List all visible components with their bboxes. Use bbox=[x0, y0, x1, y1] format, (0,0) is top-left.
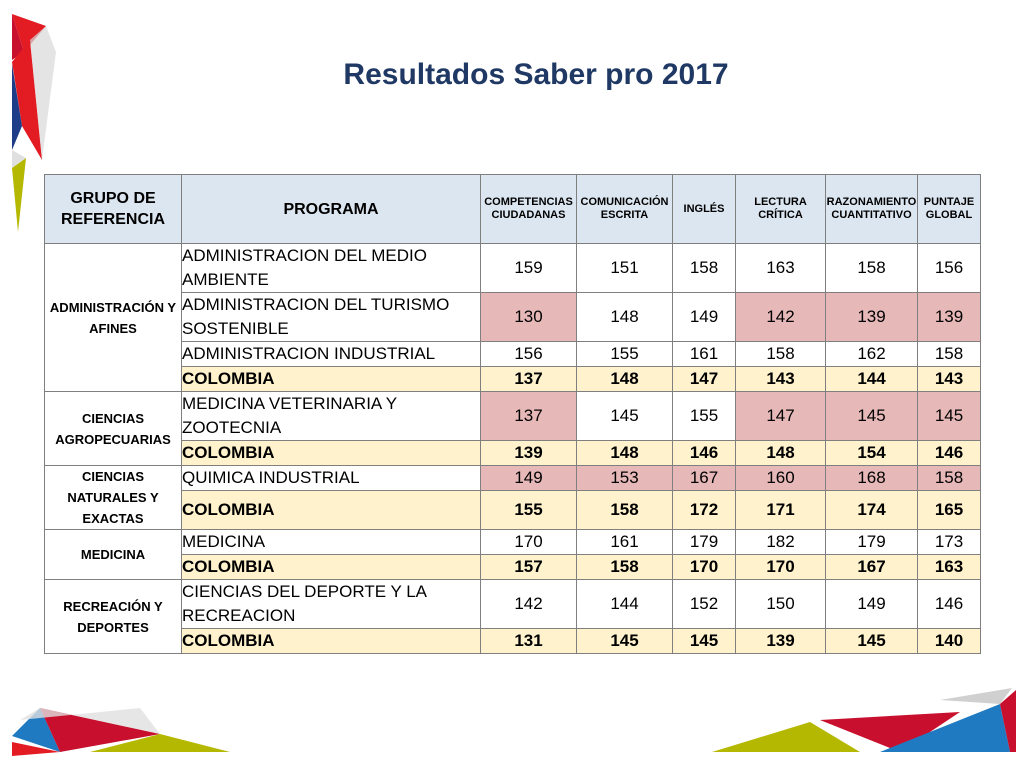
score-cell: 163 bbox=[736, 244, 826, 293]
score-cell: 143 bbox=[736, 367, 826, 392]
group-cell: CIENCIAS AGROPECUARIAS bbox=[45, 392, 182, 466]
score-cell: 142 bbox=[481, 580, 577, 629]
table-row bbox=[45, 530, 981, 555]
results-table bbox=[44, 174, 981, 654]
score-cell: 156 bbox=[481, 342, 577, 367]
score-cell: 155 bbox=[481, 491, 577, 530]
score-cell: 173 bbox=[918, 530, 981, 555]
score-cell: 139 bbox=[736, 629, 826, 654]
score-cell: 160 bbox=[736, 466, 826, 491]
header-razonamiento: RAZONAMIENTO CUANTITATIVO bbox=[826, 175, 918, 244]
score-cell: 137 bbox=[481, 367, 577, 392]
score-cell: 151 bbox=[577, 244, 673, 293]
score-cell: 156 bbox=[918, 244, 981, 293]
score-cell: 147 bbox=[673, 367, 736, 392]
table-row bbox=[45, 244, 981, 293]
score-cell: 167 bbox=[673, 466, 736, 491]
header-lectura: LECTURA CRÍTICA bbox=[736, 175, 826, 244]
score-cell: 139 bbox=[481, 441, 577, 466]
score-cell: 158 bbox=[918, 342, 981, 367]
score-cell: 150 bbox=[736, 580, 826, 629]
score-cell: 139 bbox=[918, 293, 981, 342]
score-cell: 146 bbox=[918, 441, 981, 466]
programa-cell: MEDICINA bbox=[182, 530, 481, 555]
score-cell: 163 bbox=[918, 555, 981, 580]
table-row bbox=[45, 293, 981, 342]
group-cell: ADMINISTRACIÓN Y AFINES bbox=[45, 244, 182, 392]
header-puntaje: PUNTAJE GLOBAL bbox=[918, 175, 981, 244]
colombia-row bbox=[45, 555, 981, 580]
score-cell: 147 bbox=[736, 392, 826, 441]
programa-cell: COLOMBIA bbox=[182, 367, 481, 392]
programa-cell: ADMINISTRACION INDUSTRIAL bbox=[182, 342, 481, 367]
score-cell: 148 bbox=[577, 293, 673, 342]
programa-cell: COLOMBIA bbox=[182, 441, 481, 466]
score-cell: 146 bbox=[918, 580, 981, 629]
score-cell: 158 bbox=[577, 555, 673, 580]
score-cell: 165 bbox=[918, 491, 981, 530]
score-cell: 152 bbox=[673, 580, 736, 629]
table-row bbox=[45, 580, 981, 629]
results-body bbox=[45, 244, 981, 654]
score-cell: 158 bbox=[736, 342, 826, 367]
colombia-row bbox=[45, 367, 981, 392]
score-cell: 161 bbox=[673, 342, 736, 367]
header-competencias: COMPETENCIAS CIUDADANAS bbox=[481, 175, 577, 244]
group-cell: RECREACIÓN Y DEPORTES bbox=[45, 580, 182, 654]
programa-cell: ADMINISTRACION DEL TURISMO SOSTENIBLE bbox=[182, 293, 481, 342]
table-row bbox=[45, 392, 981, 441]
score-cell: 137 bbox=[481, 392, 577, 441]
table-row bbox=[45, 466, 981, 491]
score-cell: 167 bbox=[826, 555, 918, 580]
score-cell: 148 bbox=[736, 441, 826, 466]
programa-cell: ADMINISTRACION DEL MEDIO AMBIENTE bbox=[182, 244, 481, 293]
score-cell: 179 bbox=[826, 530, 918, 555]
score-cell: 159 bbox=[481, 244, 577, 293]
score-cell: 131 bbox=[481, 629, 577, 654]
score-cell: 149 bbox=[481, 466, 577, 491]
header-comunicacion: COMUNICACIÓN ESCRITA bbox=[577, 175, 673, 244]
score-cell: 148 bbox=[577, 441, 673, 466]
score-cell: 171 bbox=[736, 491, 826, 530]
group-cell: CIENCIAS NATURALES Y EXACTAS bbox=[45, 466, 182, 530]
programa-cell: MEDICINA VETERINARIA Y ZOOTECNIA bbox=[182, 392, 481, 441]
programa-cell: QUIMICA INDUSTRIAL bbox=[182, 466, 481, 491]
colombia-row bbox=[45, 491, 981, 530]
score-cell: 148 bbox=[577, 367, 673, 392]
score-cell: 149 bbox=[826, 580, 918, 629]
score-cell: 161 bbox=[577, 530, 673, 555]
colombia-row bbox=[45, 629, 981, 654]
score-cell: 170 bbox=[673, 555, 736, 580]
programa-cell: CIENCIAS DEL DEPORTE Y LA RECREACION bbox=[182, 580, 481, 629]
page-title: Resultados Saber pro 2017 bbox=[343, 58, 729, 91]
score-cell: 154 bbox=[826, 441, 918, 466]
header-ingles: INGLÉS bbox=[673, 175, 736, 244]
score-cell: 145 bbox=[673, 629, 736, 654]
programa-cell: COLOMBIA bbox=[182, 491, 481, 530]
score-cell: 139 bbox=[826, 293, 918, 342]
score-cell: 179 bbox=[673, 530, 736, 555]
programa-cell: COLOMBIA bbox=[182, 629, 481, 654]
score-cell: 143 bbox=[918, 367, 981, 392]
header-row bbox=[45, 175, 981, 244]
table-row bbox=[45, 342, 981, 367]
score-cell: 153 bbox=[577, 466, 673, 491]
score-cell: 145 bbox=[826, 629, 918, 654]
score-cell: 146 bbox=[673, 441, 736, 466]
colombia-row bbox=[45, 441, 981, 466]
score-cell: 145 bbox=[577, 392, 673, 441]
header-programa: PROGRAMA bbox=[182, 175, 481, 244]
score-cell: 158 bbox=[673, 244, 736, 293]
score-cell: 145 bbox=[826, 392, 918, 441]
score-cell: 142 bbox=[736, 293, 826, 342]
score-cell: 155 bbox=[673, 392, 736, 441]
score-cell: 144 bbox=[826, 367, 918, 392]
score-cell: 155 bbox=[577, 342, 673, 367]
programa-cell: COLOMBIA bbox=[182, 555, 481, 580]
group-cell: MEDICINA bbox=[45, 530, 182, 580]
score-cell: 145 bbox=[918, 392, 981, 441]
score-cell: 168 bbox=[826, 466, 918, 491]
score-cell: 170 bbox=[736, 555, 826, 580]
score-cell: 182 bbox=[736, 530, 826, 555]
score-cell: 144 bbox=[577, 580, 673, 629]
score-cell: 172 bbox=[673, 491, 736, 530]
score-cell: 145 bbox=[577, 629, 673, 654]
score-cell: 140 bbox=[918, 629, 981, 654]
score-cell: 158 bbox=[918, 466, 981, 491]
score-cell: 157 bbox=[481, 555, 577, 580]
score-cell: 174 bbox=[826, 491, 918, 530]
score-cell: 158 bbox=[826, 244, 918, 293]
score-cell: 162 bbox=[826, 342, 918, 367]
score-cell: 158 bbox=[577, 491, 673, 530]
score-cell: 149 bbox=[673, 293, 736, 342]
score-cell: 130 bbox=[481, 293, 577, 342]
score-cell: 170 bbox=[481, 530, 577, 555]
header-grupo: GRUPO DE REFERENCIA bbox=[45, 175, 182, 244]
